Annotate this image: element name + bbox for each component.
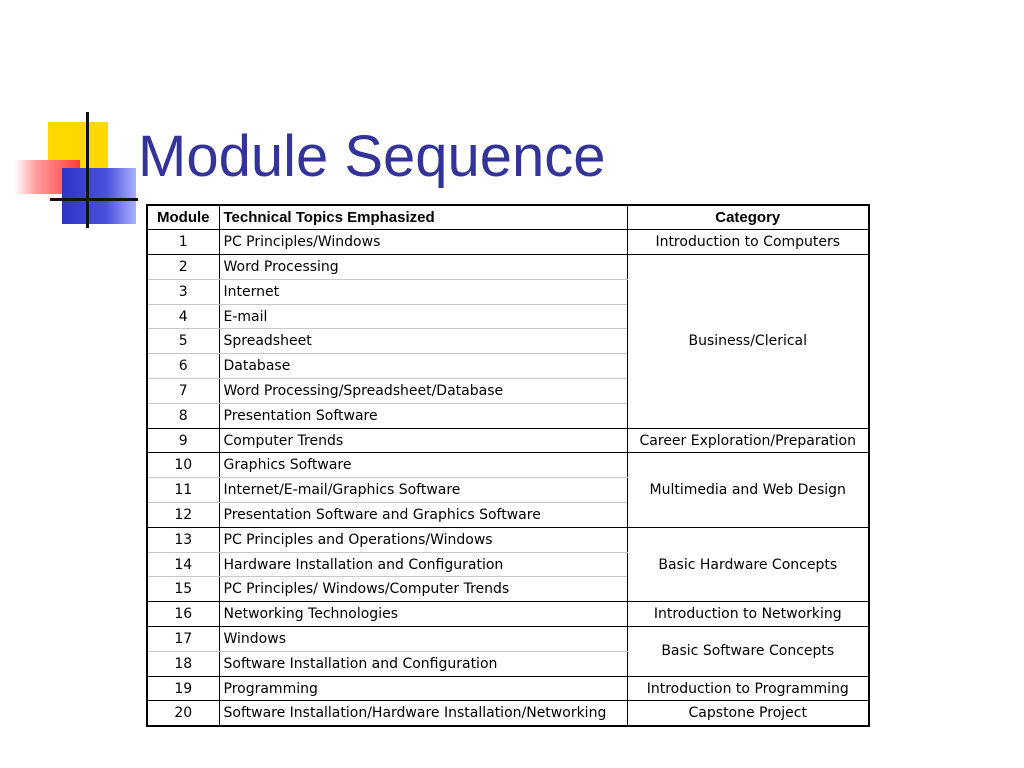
module-number-cell: 17 — [147, 627, 219, 652]
topic-cell: Programming — [219, 676, 627, 701]
topic-cell: Networking Technologies — [219, 602, 627, 627]
module-sequence-table — [146, 204, 870, 727]
topic-cell: PC Principles and Operations/Windows — [219, 527, 627, 552]
table-row — [147, 676, 869, 701]
module-number-cell: 10 — [147, 453, 219, 478]
category-cell: Capstone Project — [627, 701, 869, 726]
module-table-container — [146, 204, 868, 746]
module-number-cell: 6 — [147, 354, 219, 379]
logo-blue-square — [62, 168, 136, 224]
column-header-topics: Technical Topics Emphasized — [219, 205, 627, 230]
slide-logo-graphic — [0, 0, 150, 240]
table-row — [147, 627, 869, 652]
category-cell: Introduction to Programming — [627, 676, 869, 701]
module-number-cell: 8 — [147, 403, 219, 428]
topic-cell: Internet — [219, 279, 627, 304]
slide-title: Module Sequence — [138, 124, 606, 189]
table-body — [147, 230, 869, 726]
topic-cell: Word Processing/Spreadsheet/Database — [219, 379, 627, 404]
category-cell: Career Exploration/Preparation — [627, 428, 869, 453]
table-header-row — [147, 205, 869, 230]
category-cell: Introduction to Networking — [627, 602, 869, 627]
module-number-cell: 5 — [147, 329, 219, 354]
module-number-cell: 20 — [147, 701, 219, 726]
module-number-cell: 13 — [147, 527, 219, 552]
column-header-module: Module — [147, 205, 219, 230]
module-number-cell: 7 — [147, 379, 219, 404]
topic-cell: Internet/E-mail/Graphics Software — [219, 478, 627, 503]
topic-cell: Graphics Software — [219, 453, 627, 478]
column-header-category: Category — [627, 205, 869, 230]
module-number-cell: 12 — [147, 503, 219, 528]
module-number-cell: 1 — [147, 230, 219, 255]
topic-cell: Presentation Software — [219, 403, 627, 428]
category-cell: Introduction to Computers — [627, 230, 869, 255]
module-number-cell: 14 — [147, 552, 219, 577]
topic-cell: PC Principles/ Windows/Computer Trends — [219, 577, 627, 602]
topic-cell: Software Installation and Configuration — [219, 651, 627, 676]
topic-cell: Presentation Software and Graphics Software — [219, 503, 627, 528]
module-number-cell: 11 — [147, 478, 219, 503]
topic-cell: Hardware Installation and Configuration — [219, 552, 627, 577]
module-number-cell: 3 — [147, 279, 219, 304]
module-number-cell: 2 — [147, 255, 219, 280]
table-row — [147, 453, 869, 478]
category-cell: Multimedia and Web Design — [627, 453, 869, 527]
module-number-cell: 16 — [147, 602, 219, 627]
table-row — [147, 602, 869, 627]
table-row — [147, 701, 869, 726]
topic-cell: Spreadsheet — [219, 329, 627, 354]
topic-cell: E-mail — [219, 304, 627, 329]
module-number-cell: 18 — [147, 651, 219, 676]
topic-cell: Software Installation/Hardware Installation/Networking — [219, 701, 627, 726]
module-number-cell: 4 — [147, 304, 219, 329]
table-row — [147, 428, 869, 453]
logo-vertical-line — [86, 112, 89, 228]
category-cell: Basic Software Concepts — [627, 627, 869, 677]
table-row — [147, 527, 869, 552]
category-cell: Business/Clerical — [627, 255, 869, 429]
logo-horizontal-line — [50, 198, 138, 201]
module-number-cell: 9 — [147, 428, 219, 453]
topic-cell: PC Principles/Windows — [219, 230, 627, 255]
topic-cell: Word Processing — [219, 255, 627, 280]
module-number-cell: 15 — [147, 577, 219, 602]
table-row — [147, 230, 869, 255]
table-row — [147, 255, 869, 280]
topic-cell: Computer Trends — [219, 428, 627, 453]
topic-cell: Windows — [219, 627, 627, 652]
topic-cell: Database — [219, 354, 627, 379]
module-number-cell: 19 — [147, 676, 219, 701]
category-cell: Basic Hardware Concepts — [627, 527, 869, 601]
